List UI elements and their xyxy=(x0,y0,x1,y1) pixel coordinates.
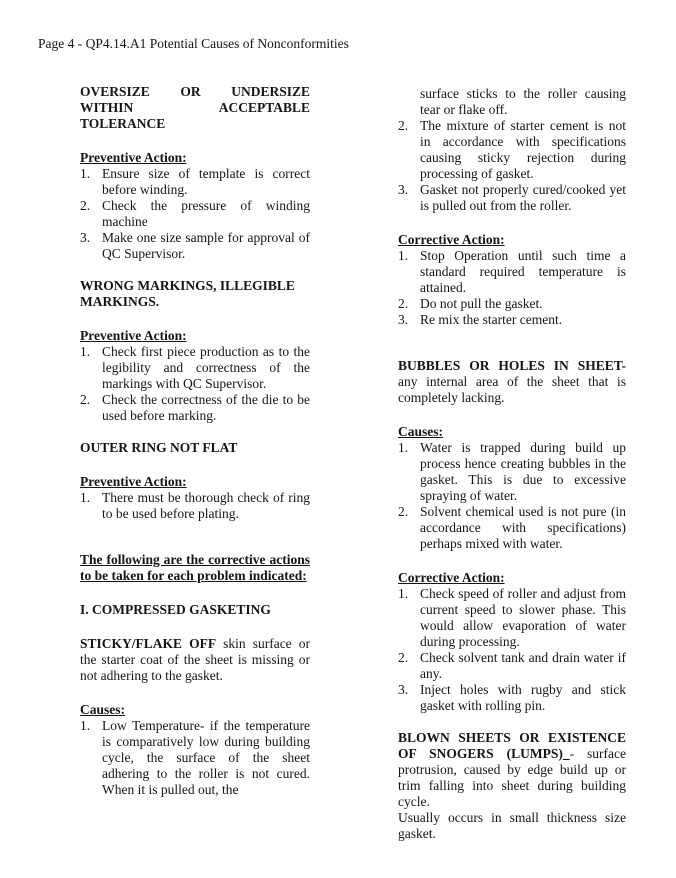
item-text: Check speed of roller and adjust from current speed to slower phase. This would allow evaporation of water during processing. xyxy=(420,586,626,649)
wrong-preventive-label: Preventive Action: xyxy=(80,328,187,343)
item-text: Check the correctness of the die to be used before marking. xyxy=(102,392,310,423)
page-header: Page 4 - QP4.14.A1 Potential Causes of Nonconformities xyxy=(38,36,349,51)
causes-label: Causes: xyxy=(80,702,126,717)
heading-word: UNDERSIZE xyxy=(231,84,310,99)
item-number: 2. xyxy=(398,650,409,665)
causes-list-continued xyxy=(398,118,626,214)
item-number: 3. xyxy=(398,682,409,697)
item-number: 2. xyxy=(398,118,409,133)
item-text: Water is trapped during build up process hence creating bubbles in the gasket. This is due to excessive spraying of water. xyxy=(420,440,626,503)
item-number: 1. xyxy=(398,440,409,455)
list-item xyxy=(80,198,310,230)
item-number: 2. xyxy=(398,504,409,519)
list-item xyxy=(80,392,310,424)
left-column xyxy=(80,84,310,798)
corrective-action-label: Corrective Action: xyxy=(398,232,505,247)
causes-list xyxy=(80,718,310,798)
right-column xyxy=(398,86,626,842)
heading-word: OVERSIZE xyxy=(80,84,150,99)
list-item xyxy=(398,182,626,214)
oversize-title-line1 xyxy=(80,84,310,100)
bubbles-corrective-list xyxy=(398,586,626,714)
compressed-gasketing-title: I. COMPRESSED GASKETING xyxy=(80,602,271,617)
oversize-preventive-list xyxy=(80,166,310,262)
item-text: Stop Operation until such time a standard required temperature is attained. xyxy=(420,248,626,295)
sticky-flake-title: STICKY/FLAKE OFF xyxy=(80,636,217,651)
outer-ring-title: OUTER RING NOT FLAT xyxy=(80,440,238,455)
item-text: Re mix the starter cement. xyxy=(420,312,563,327)
list-item xyxy=(398,118,626,182)
item-number: 2. xyxy=(80,198,91,213)
list-item xyxy=(80,490,310,522)
item-text: Solvent chemical used is not pure (in accordance with specifications) perhaps mixed with water. xyxy=(420,504,626,551)
oversize-title-line3: TOLERANCE xyxy=(80,116,166,131)
list-item xyxy=(80,344,310,392)
list-item xyxy=(398,312,626,328)
wrong-markings-title: WRONG MARKINGS, ILLEGIBLE MARKINGS. xyxy=(80,278,295,309)
bubbles-causes-list xyxy=(398,440,626,552)
heading-word: WITHIN xyxy=(80,100,134,115)
list-item xyxy=(398,440,626,504)
bubbles-text: any internal area of the sheet that is completely lacking. xyxy=(398,374,626,405)
item-number: 1. xyxy=(80,166,91,181)
outer-preventive-list xyxy=(80,490,310,522)
bubbles-corrective-label: Corrective Action: xyxy=(398,570,505,585)
item-text: Low Temperature- if the temperature is comparatively low during building cycle, the surface of the sheet adhering to the roller is not cured. When it is pulled out, the xyxy=(102,718,310,797)
item-text: Inject holes with rugby and stick gasket with rolling pin. xyxy=(420,682,626,713)
item-text: Gasket not properly cured/cooked yet is pulled out from the roller. xyxy=(420,182,626,213)
item-number: 1. xyxy=(80,490,91,505)
bubbles-causes-label: Causes: xyxy=(398,424,444,439)
item-text: Check solvent tank and drain water if any. xyxy=(420,650,626,681)
item-text: Ensure size of template is correct before winding. xyxy=(102,166,310,197)
wrong-preventive-list xyxy=(80,344,310,424)
item-number: 2. xyxy=(398,296,409,311)
sticky-flake-paragraph xyxy=(80,636,310,684)
list-item xyxy=(398,504,626,552)
blown-sheets-note: Usually occurs in small thickness size gasket. xyxy=(398,810,626,841)
sticky-flake-text: skin surface or the starter coat of the sheet is missing or not adhering to the gasket. xyxy=(80,636,310,683)
item-text: There must be thorough check of ring to be used before plating. xyxy=(102,490,310,521)
item-number: 3. xyxy=(80,230,91,245)
causes-continuation: surface sticks to the roller causing tear or flake off. xyxy=(420,86,626,117)
oversize-preventive-label: Preventive Action: xyxy=(80,150,187,165)
list-item xyxy=(398,248,626,296)
blown-sheets-title: BLOWN SHEETS OR EXISTENCE OF SNOGERS (LUMPS) xyxy=(398,730,626,761)
list-item xyxy=(80,230,310,262)
list-item xyxy=(80,166,310,198)
item-text: Check first piece production as to the legibility and correctness of the markings with QC Supervisor. xyxy=(102,344,310,391)
outer-preventive-label: Preventive Action: xyxy=(80,474,187,489)
item-number: 1. xyxy=(80,718,91,733)
blown-sheets-paragraph xyxy=(398,730,626,810)
item-number: 3. xyxy=(398,182,409,197)
heading-word: ACCEPTABLE xyxy=(218,100,310,115)
item-number: 2. xyxy=(80,392,91,407)
following-corrective-intro: The following are the corrective actions to be taken for each problem indicated: xyxy=(80,552,310,583)
item-number: 1. xyxy=(398,248,409,263)
bubbles-paragraph xyxy=(398,358,626,406)
list-item xyxy=(398,586,626,650)
oversize-title-line2 xyxy=(80,100,310,116)
list-item xyxy=(80,718,310,798)
item-text: Do not pull the gasket. xyxy=(420,296,543,311)
item-text: Check the pressure of winding machine xyxy=(102,198,310,229)
corrective-action-list xyxy=(398,248,626,328)
item-text: The mixture of starter cement is not in accordance with specifications causing sticky rejection during processing of gasket. xyxy=(420,118,626,181)
list-item xyxy=(398,682,626,714)
item-number: 1. xyxy=(80,344,91,359)
item-number: 1. xyxy=(398,586,409,601)
bubbles-title: BUBBLES OR HOLES IN SHEET- xyxy=(398,358,626,373)
heading-word: OR xyxy=(180,84,201,99)
list-item xyxy=(398,650,626,682)
blown-sheets-text: - surface protrusion, caused by edge build up or trim falling into sheet during building cycle. xyxy=(398,746,626,809)
item-number: 3. xyxy=(398,312,409,327)
list-item xyxy=(398,296,626,312)
blown-sheets-separator: _ xyxy=(562,746,570,761)
item-text: Make one size sample for approval of QC Supervisor. xyxy=(102,230,310,261)
